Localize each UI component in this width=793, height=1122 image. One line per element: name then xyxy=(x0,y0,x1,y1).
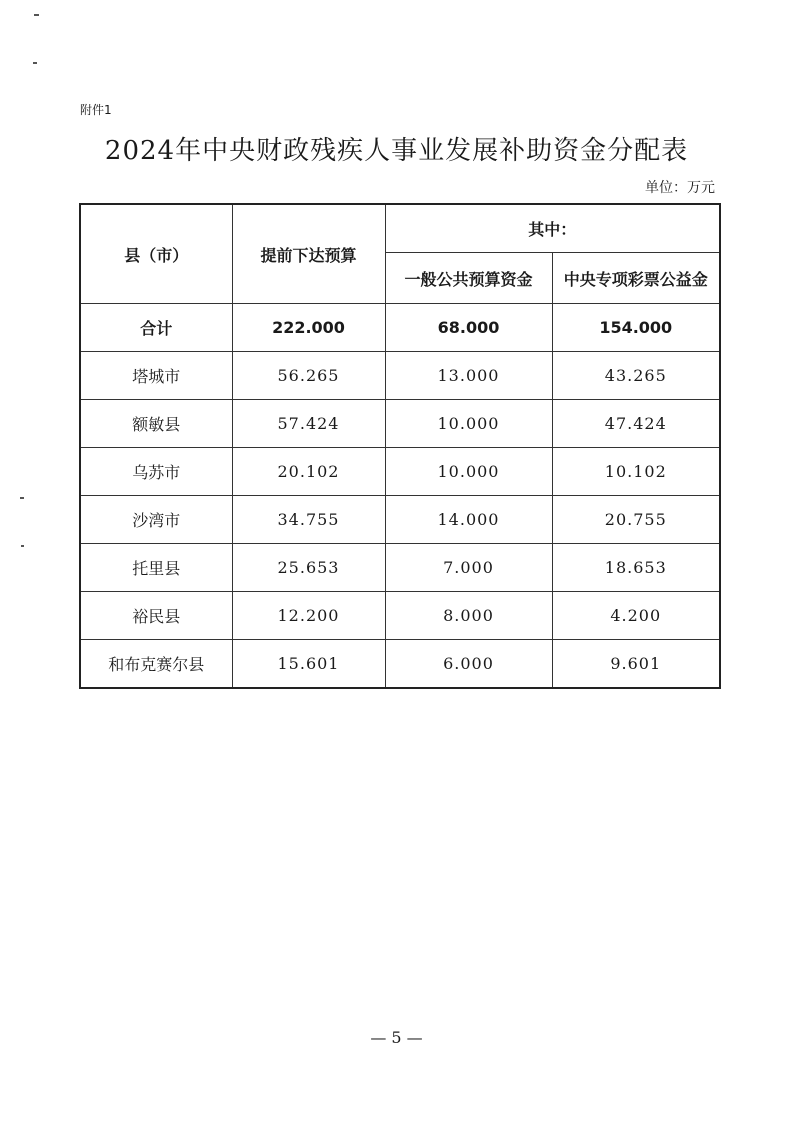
total-advance-budget: 222.000 xyxy=(232,304,385,352)
table-row xyxy=(80,448,720,496)
unit-label: 单位：万元 xyxy=(645,180,715,196)
total-general-budget: 68.000 xyxy=(385,304,552,352)
total-name: 合计 xyxy=(80,304,232,352)
header-general-budget: 一般公共预算资金 xyxy=(385,253,552,304)
general-budget-value: 7.000 xyxy=(385,544,552,592)
county-name: 塔城市 xyxy=(80,352,232,400)
lottery-fund-value: 4.200 xyxy=(552,592,720,640)
header-advance-budget: 提前下达预算 xyxy=(232,204,385,304)
allocation-table xyxy=(79,203,721,689)
document-title: 2024年中央财政残疾人事业发展补助资金分配表 xyxy=(104,136,689,166)
header-of-which: 其中： xyxy=(385,204,720,253)
general-budget-value: 10.000 xyxy=(385,400,552,448)
table-row xyxy=(80,544,720,592)
county-name: 裕民县 xyxy=(80,592,232,640)
scan-mark-left xyxy=(20,497,24,499)
county-name: 额敏县 xyxy=(80,400,232,448)
total-lottery-fund: 154.000 xyxy=(552,304,720,352)
advance-budget-value: 56.265 xyxy=(232,352,385,400)
general-budget-value: 10.000 xyxy=(385,448,552,496)
table-header-row xyxy=(80,204,720,253)
lottery-fund-value: 18.653 xyxy=(552,544,720,592)
general-budget-value: 14.000 xyxy=(385,496,552,544)
total-row xyxy=(80,304,720,352)
advance-budget-value: 12.200 xyxy=(232,592,385,640)
scan-mark-top xyxy=(34,14,39,16)
county-name: 托里县 xyxy=(80,544,232,592)
table-row xyxy=(80,496,720,544)
table-row xyxy=(80,640,720,689)
table-row xyxy=(80,352,720,400)
lottery-fund-value: 9.601 xyxy=(552,640,720,689)
scan-mark-top-2 xyxy=(33,62,37,64)
advance-budget-value: 25.653 xyxy=(232,544,385,592)
advance-budget-value: 15.601 xyxy=(232,640,385,689)
scan-mark-left-2 xyxy=(21,545,24,547)
general-budget-value: 13.000 xyxy=(385,352,552,400)
county-name: 和布克赛尔县 xyxy=(80,640,232,689)
attachment-label: 附件1 xyxy=(80,103,112,117)
advance-budget-value: 57.424 xyxy=(232,400,385,448)
lottery-fund-value: 10.102 xyxy=(552,448,720,496)
county-name: 沙湾市 xyxy=(80,496,232,544)
header-county: 县（市） xyxy=(80,204,232,304)
page-number: — 5 — xyxy=(370,1028,423,1047)
lottery-fund-value: 47.424 xyxy=(552,400,720,448)
table-row xyxy=(80,592,720,640)
county-name: 乌苏市 xyxy=(80,448,232,496)
lottery-fund-value: 20.755 xyxy=(552,496,720,544)
advance-budget-value: 34.755 xyxy=(232,496,385,544)
general-budget-value: 8.000 xyxy=(385,592,552,640)
advance-budget-value: 20.102 xyxy=(232,448,385,496)
header-lottery-fund: 中央专项彩票公益金 xyxy=(552,253,720,304)
lottery-fund-value: 43.265 xyxy=(552,352,720,400)
table-row xyxy=(80,400,720,448)
general-budget-value: 6.000 xyxy=(385,640,552,689)
